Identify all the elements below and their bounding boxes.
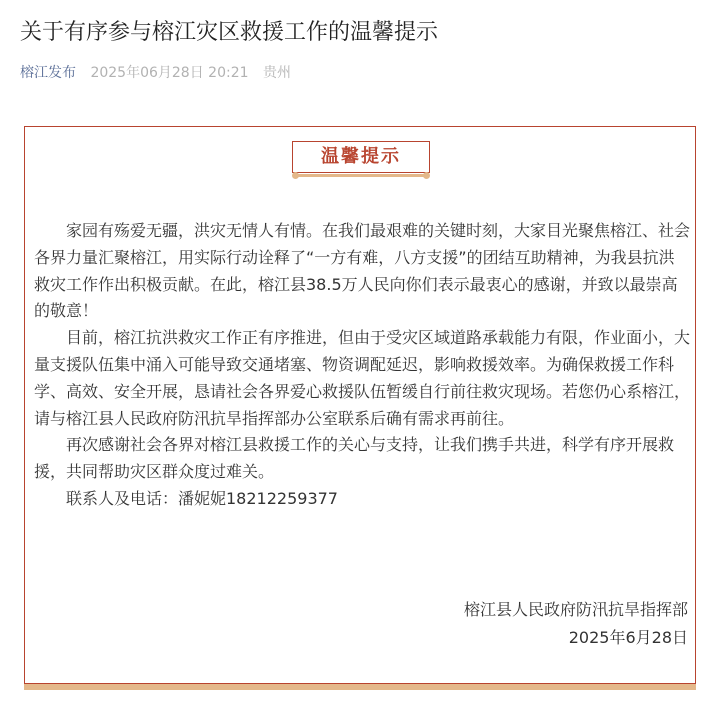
notice-heading-text: 温馨提示 [292, 141, 430, 173]
heading-underline [296, 174, 426, 177]
publish-time: 2025年06月28日 20:21 [90, 65, 249, 81]
notice-body [34, 218, 690, 513]
paragraph-thanks: 家园有殇爱无疆，洪灾无情人有情。在我们最艰难的关键时刻，大家目光聚焦榕江、社会各界力量汇聚榕江，用实际行动诠释了“一方有难，八方支援”的团结互助精神，为我县抗洪救灾工作作出积极贡献。在此，榕江县38.5万人民向你们表示最衷心的感谢，并致以最崇高的敬意！ [34, 221, 691, 321]
heading-left-dot [292, 172, 299, 179]
notice-heading [292, 141, 430, 177]
notice-bottom-bar [24, 684, 696, 690]
paragraph-closing: 再次感谢社会各界对榕江县救援工作的关心与支持，让我们携手共进，科学有序开展救援，共同帮助灾区群众度过难关。 [34, 435, 675, 482]
paragraph-situation: 目前，榕江抗洪救灾工作正有序推进，但由于受灾区域道路承载能力有限，作业面小，大量支援队伍集中涌入可能导致交通堵塞、物资调配延迟，影响救援效率。为确保救援工作科学、高效、安全开展，恳请社会各界爱心救援队伍暂缓自行前往救灾现场。若您仍心系榕江，请与榕江县人民政府防汛抗旱指挥部办公室联系后确有需求再前往。 [34, 328, 691, 428]
article-title: 关于有序参与榕江灾区救援工作的温馨提示 [20, 20, 439, 45]
signature-org: 榕江县人民政府防汛抗旱指挥部 [463, 600, 688, 619]
paragraph-contact: 联系人及电话：潘妮妮18212259377 [66, 488, 338, 508]
publish-location: 贵州 [262, 65, 291, 81]
signature-block [464, 596, 688, 652]
author-link[interactable]: 榕江发布 [20, 65, 76, 81]
signature-date: 2025年6月28日 [568, 628, 688, 647]
article-meta [20, 62, 291, 84]
heading-right-dot [423, 172, 430, 179]
